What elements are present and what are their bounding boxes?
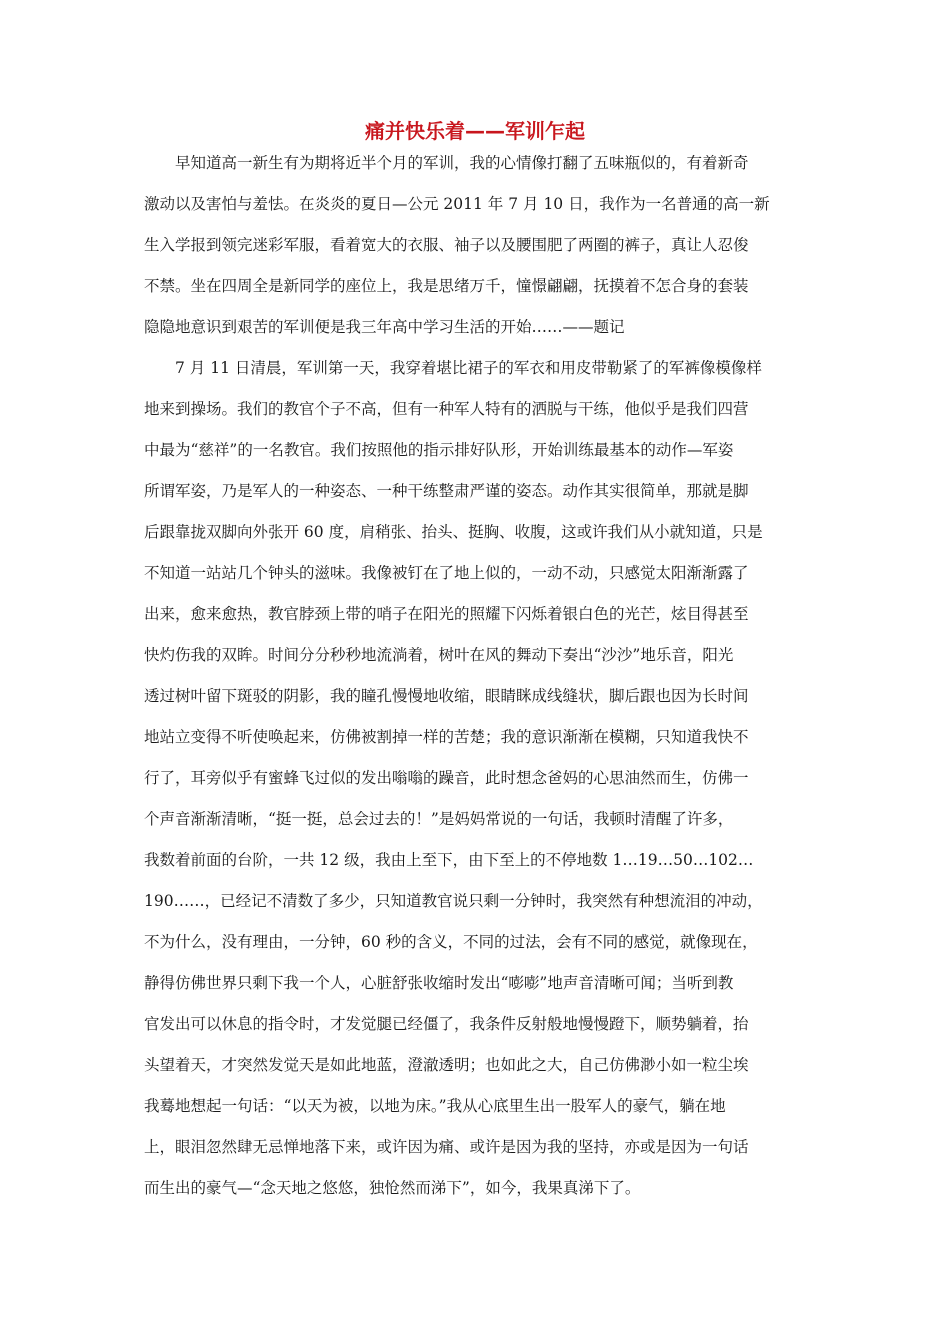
text-line: 我蓦地想起一句话：“以天为被，以地为床。”我从心底里生出一股军人的豪气，躺在地 [144,1097,726,1115]
text-line: 中最为“慈祥”的一名教官。我们按照他的指示排好队形，开始训练最基本的动作—军姿 [144,441,734,459]
text-line: 190……，已经记不清数了多少，只知道教官说只剩一分钟时，我突然有种想流泪的冲动， [144,892,763,910]
text-line: 透过树叶留下斑驳的阴影，我的瞳孔慢慢地收缩，眼睛眯成线缝状，脚后跟也因为长时间 [144,687,749,705]
text-line: 个声音渐渐清晰，“挺一挺，总会过去的！”是妈妈常说的一句话，我顿时清醒了许多， [144,810,734,828]
text-line: 激动以及害怕与羞怯。在炎炎的夏日—公元 2011 年 7 月 10 日，我作为一名普通的高一新 [144,195,770,213]
text-line: 不禁。坐在四周全是新同学的座位上，我是思绪万千，憧憬翩翩，抚摸着不怎合身的套装 [144,277,749,295]
text-line: 不知道一站站几个钟头的滋味。我像被钉在了地上似的，一动不动，只感觉太阳渐渐露了 [144,564,749,582]
text-line: 行了，耳旁似乎有蜜蜂飞过似的发出嗡嗡的躁音，此时想念爸妈的心思油然而生，仿佛一 [144,769,749,787]
text-line: 生入学报到领完迷彩军服，看着宽大的衣服、袖子以及腰围肥了两圈的裤子，真让人忍俊 [144,236,749,254]
text-line: 我数着前面的台阶，一共 12 级，我由上至下，由下至上的不停地数 1…19…50…102… [144,851,754,869]
document-title: 痛并快乐着——军训乍起 [365,119,585,143]
text-line: 静得仿佛世界只剩下我一个人，心脏舒张收缩时发出“嘭嘭”地声音清晰可闻；当听到教 [144,974,734,992]
text-line: 上，眼泪忽然肆无忌惮地落下来，或许因为痛、或许是因为我的坚持，亦或是因为一句话 [144,1138,749,1156]
text-line: 隐隐地意识到艰苦的军训便是我三年高中学习生活的开始……——题记 [144,318,625,336]
text-line: 而生出的豪气—“念天地之悠悠，独怆然而涕下”，如今，我果真涕下了。 [144,1179,641,1197]
text-line: 不为什么，没有理由，一分钟，60 秒的含义，不同的过法，会有不同的感觉，就像现在， [144,933,758,951]
text-line: 出来，愈来愈热，教官脖颈上带的哨子在阳光的照耀下闪烁着银白色的光芒，炫目得甚至 [144,605,749,623]
text-line: 7 月 11 日清晨，军训第一天，我穿着堪比裙子的军衣和用皮带勒紧了的军裤像模像样 [175,359,762,377]
text-line: 所谓军姿，乃是军人的一种姿态、一种干练整肃严谨的姿态。动作其实很简单，那就是脚 [144,482,749,500]
text-line: 快灼伤我的双眸。时间分分秒秒地流淌着，树叶在风的舞动下奏出“沙沙”地乐音，阳光 [144,646,734,664]
text-line: 后跟靠拢双脚向外张开 60 度，肩稍张、抬头、挺胸、收腹，这或许我们从小就知道，只是 [144,523,763,541]
text-line: 地站立变得不听使唤起来，仿佛被割掉一样的苦楚；我的意识渐渐在模糊，只知道我快不 [144,728,749,746]
text-line: 头望着天，才突然发觉天是如此地蓝，澄澈透明；也如此之大，自己仿佛渺小如一粒尘埃 [144,1056,749,1074]
text-line: 官发出可以休息的指令时，才发觉腿已经僵了，我条件反射般地慢慢蹬下，顺势躺着，抬 [144,1015,749,1033]
text-line: 地来到操场。我们的教官个子不高，但有一种军人特有的洒脱与干练，他似乎是我们四营 [144,400,749,418]
text-line: 早知道高一新生有为期将近半个月的军训，我的心情像打翻了五味瓶似的，有着新奇 [175,154,749,172]
